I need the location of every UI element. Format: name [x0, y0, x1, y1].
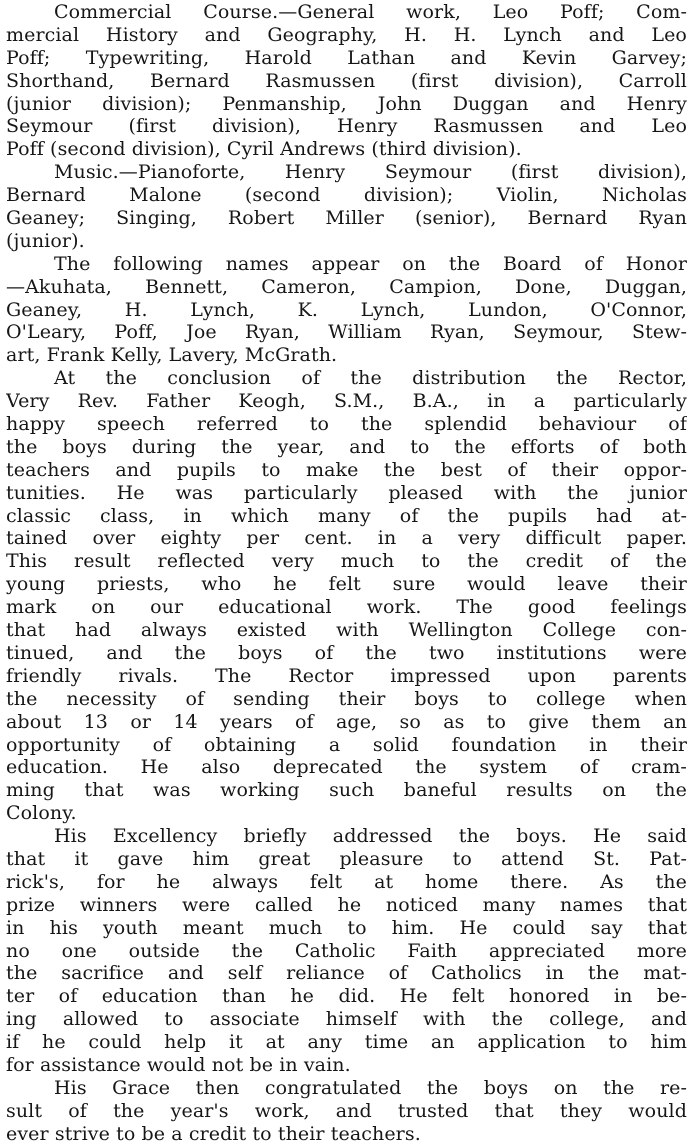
text-line: prize winners were called he noticed many names that: [6, 893, 687, 916]
text-line: ming that was working such baneful results on the: [6, 779, 687, 802]
text-line: (junior division); Penmanship, John Duggan and Henry: [6, 92, 687, 115]
text-line: in his youth meant much to him. He could say that: [6, 916, 687, 939]
paragraph-excellency-address: [6, 825, 687, 1077]
text-line: His Excellency briefly addressed the boys. He said: [54, 825, 687, 848]
text-line: for assistance would not be in vain.: [6, 1053, 351, 1076]
text-line: —Akuhata, Bennett, Cameron, Campion, Done, Duggan,: [6, 275, 687, 298]
paragraph-board-of-honor: [6, 253, 687, 367]
text-line: Seymour (first division), Henry Rasmussen and Leo: [6, 115, 687, 138]
text-line: At the conclusion of the distribution the Rector,: [54, 367, 687, 390]
text-line: rick's, for he always felt at home there. As the: [6, 870, 687, 893]
text-line: Geaney, H. Lynch, K. Lynch, Lundon, O'Connor,: [6, 298, 687, 321]
text-line: Very Rev. Father Keogh, S.M., B.A., in a particularly: [6, 390, 687, 413]
text-line: art, Frank Kelly, Lavery, McGrath.: [6, 344, 338, 367]
text-line: Commercial Course.—General work, Leo Poff; Com-: [54, 1, 687, 23]
text-line: friendly rivals. The Rector impressed upon parents: [6, 664, 687, 687]
text-line: no one outside the Catholic Faith appreciated more: [6, 939, 687, 962]
text-line: mercial History and Geography, H. H. Lynch and Leo: [6, 23, 687, 46]
text-line: mark on our educational work. The good feelings: [6, 596, 687, 619]
text-line: Poff (second division), Cyril Andrews (third division).: [6, 138, 522, 161]
text-line: tained over eighty per cent. in a very difficult paper.: [6, 527, 687, 550]
paragraph-rector-speech: [6, 367, 687, 825]
text-line: Colony.: [6, 802, 77, 825]
text-line: sult of the year's work, and trusted that they would: [6, 1099, 687, 1122]
text-line: tinued, and the boys of the two institutions were: [6, 641, 687, 664]
text-line: ing allowed to associate himself with the college, and: [6, 1008, 687, 1031]
text-line: teachers and pupils to make the best of their oppor-: [6, 458, 687, 481]
paragraph-commercial-course: [6, 1, 687, 161]
text-line: young priests, who he felt sure would leave their: [6, 573, 687, 596]
text-line: tunities. He was particularly pleased with the junior: [6, 481, 687, 504]
text-line: The following names appear on the Board of Honor: [54, 252, 687, 275]
text-line: (junior).: [6, 229, 85, 252]
text-line: Geaney; Singing, Robert Miller (senior), Bernard Ryan: [6, 207, 687, 230]
text-line: opportunity of obtaining a solid foundation in their: [6, 733, 687, 756]
text-line: the sacrifice and self reliance of Catholics in the mat-: [6, 962, 687, 985]
text-line: Music.—Pianoforte, Henry Seymour (first division),: [54, 161, 687, 184]
text-line: about 13 or 14 years of age, so as to give them an: [6, 710, 687, 733]
text-line: Poff; Typewriting, Harold Lathan and Kevin Garvey;: [6, 46, 687, 69]
text-line: This result reflected very much to the credit of the: [6, 550, 687, 573]
text-line: that had always existed with Wellington College con-: [6, 619, 687, 642]
text-line: classic class, in which many of the pupils had at-: [6, 504, 687, 527]
text-line: Shorthand, Bernard Rasmussen (first division), Carroll: [6, 69, 687, 92]
text-line: ter of education than he did. He felt honored in be-: [6, 985, 687, 1008]
text-line: the necessity of sending their boys to college when: [6, 687, 687, 710]
text-line: happy speech referred to the splendid behaviour of: [6, 413, 687, 436]
text-line: His Grace then congratulated the boys on the re-: [54, 1076, 687, 1099]
text-line: if he could help it at any time an application to him: [6, 1031, 687, 1054]
text-line: ever strive to be a credit to their teachers.: [6, 1122, 421, 1145]
text-line: the boys during the year, and to the efforts of both: [6, 435, 687, 458]
text-line: education. He also deprecated the system of cram-: [6, 756, 687, 779]
text-line: Bernard Malone (second division); Violin, Nicholas: [6, 184, 687, 207]
text-line: that it gave him great pleasure to attend St. Pat-: [6, 847, 687, 870]
text-line: O'Leary, Poff, Joe Ryan, William Ryan, Seymour, Stew-: [6, 321, 687, 344]
paragraph-grace-congratulations: [6, 1077, 687, 1146]
paragraph-music: [6, 161, 687, 253]
